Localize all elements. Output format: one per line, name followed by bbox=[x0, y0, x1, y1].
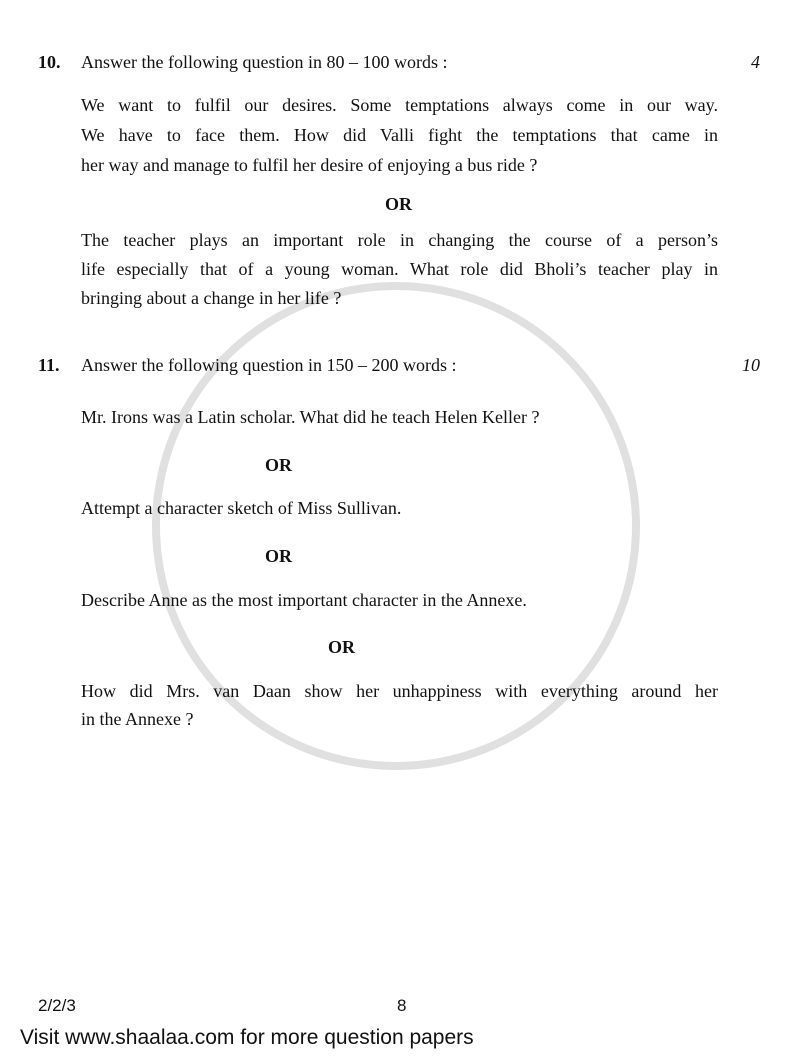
paper-code: 2/2/3 bbox=[38, 996, 76, 1015]
text-line: Describe Anne as the most important character in the Annexe. bbox=[81, 590, 527, 610]
question-instruction: Answer the following question in 80 – 100 words : bbox=[81, 52, 448, 72]
question-number: 11. bbox=[38, 355, 60, 375]
marks: 4 bbox=[751, 52, 760, 72]
question-instruction: Answer the following question in 150 – 200 words : bbox=[81, 355, 457, 375]
text-line: We want to fulfil our desires. Some temptations always come in our way. bbox=[81, 95, 718, 115]
text-line: in the Annexe ? bbox=[81, 709, 194, 729]
or-separator: OR bbox=[265, 455, 292, 475]
text-line: life especially that of a young woman. What role did Bholi’s teacher play in bbox=[81, 259, 718, 279]
text-line: We have to face them. How did Valli fight the temptations that came in bbox=[81, 125, 718, 145]
marks: 10 bbox=[742, 355, 760, 375]
footer-visit-link[interactable]: Visit www.shaalaa.com for more question papers bbox=[20, 1026, 474, 1049]
question-number: 10. bbox=[38, 52, 61, 72]
text-line: her way and manage to fulfil her desire of enjoying a bus ride ? bbox=[81, 155, 538, 175]
or-separator: OR bbox=[265, 546, 292, 566]
text-line: bringing about a change in her life ? bbox=[81, 288, 342, 308]
page-number: 8 bbox=[397, 996, 407, 1015]
text-line: How did Mrs. van Daan show her unhappiness with everything around her bbox=[81, 681, 718, 701]
or-separator: OR bbox=[385, 194, 412, 214]
text-line: Attempt a character sketch of Miss Sullivan. bbox=[81, 498, 402, 518]
text-line: Mr. Irons was a Latin scholar. What did he teach Helen Keller ? bbox=[81, 407, 540, 427]
or-separator: OR bbox=[328, 637, 355, 657]
text-line: The teacher plays an important role in changing the course of a person’s bbox=[81, 230, 718, 250]
